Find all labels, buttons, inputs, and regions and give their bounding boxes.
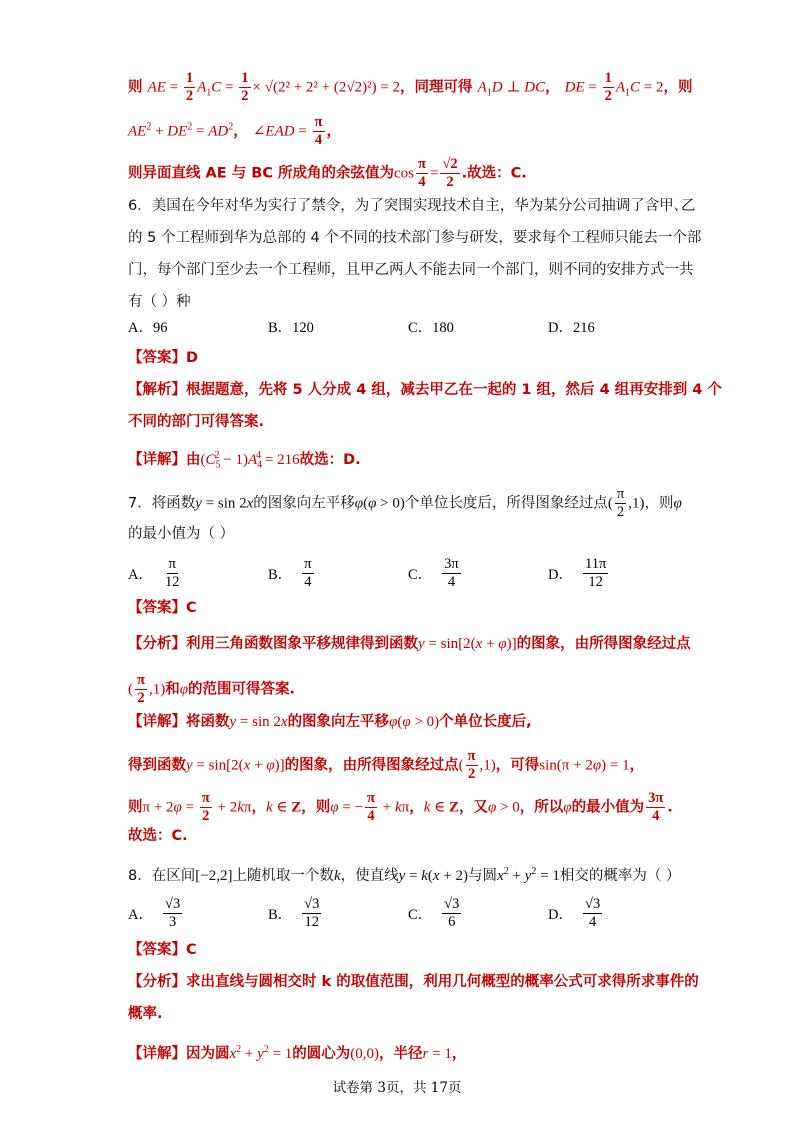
fraction-denominator: 4	[588, 914, 597, 930]
option-label: C．	[408, 907, 433, 923]
q7-option-d	[548, 556, 688, 591]
option-fraction	[163, 896, 182, 931]
q7-analysis-1: 【分析】利用三角函数图象平移规律得到函数y = sin[2(x + φ)]的图象，由所得图象经过点	[128, 636, 691, 652]
q6-analysis-2: 不同的部门可得答案.	[128, 414, 265, 430]
q8-option-a	[128, 896, 268, 931]
option-fraction	[302, 556, 313, 591]
fraction-denominator: 4	[447, 574, 456, 590]
fraction-numerator: π	[168, 556, 176, 572]
option-label: B．	[268, 907, 293, 923]
fraction-numerator: √3	[444, 896, 460, 912]
option-fraction	[442, 896, 461, 931]
option-label: D．	[548, 567, 573, 583]
q7-option-a	[128, 556, 268, 591]
fraction-denominator: 4	[304, 574, 312, 590]
fraction-numerator: 11π	[584, 556, 607, 572]
fraction-numerator: π	[304, 556, 312, 572]
q7-analysis-2: ( $\frac{\pi}{2}$ ,1)和φ的范围可得答案.	[128, 672, 296, 706]
q6-stem-4: 有（ ）种	[128, 294, 191, 310]
q6-stem-3: 门，每个部门至少去一个工程师，且甲乙两人不能去同一个部门，则不同的安排方式一共	[128, 262, 694, 278]
q6-stem-2: 的 5 个工程师到华为总部的 4 个不同的技术部门参与研发，要求每个工程师只能去一个部	[128, 230, 702, 246]
fraction-numerator: √3	[304, 896, 320, 912]
q7-detail-2: 得到函数y = sin[2(x + φ)]的图象，由所得图象经过点( $\frac{\pi}{2}$ ,1)，可得sin(π + 2φ) = 1，	[128, 748, 645, 782]
s5-line-2: $AE^2 + DE^2 = AD^2$， ∠EAD = $\frac{\pi}{4}$ ，	[128, 114, 341, 148]
q8-stem-1: 8．在区间[−2,2]上随机取一个数k，使直线y = k(x + 2)与圆$x^2 + y^2 = 1$相交的概率为（ ）	[128, 866, 681, 884]
option-label: D．	[548, 907, 573, 923]
q6-options	[128, 316, 688, 337]
option-fraction	[163, 556, 182, 591]
q6-option-c: C．180	[408, 320, 454, 336]
fraction-denominator: 12	[588, 574, 603, 590]
option-label: B．	[268, 567, 293, 583]
q8-option-b	[268, 896, 408, 931]
q8-detail: 【详解】因为圆$x^2 + y^2 = 1$的圆心为(0,0)，半径r = 1，	[128, 1044, 467, 1062]
q6-answer: 【答案】D	[128, 350, 199, 366]
q6-detail: 【详解】由$(C_5^2 - 1)A_4^4 = 216$故选：D.	[128, 450, 361, 471]
q7-detail-1: 【详解】将函数y = sin 2x的图象向左平移φ(φ > 0)个单位长度后,	[128, 714, 532, 730]
fraction-denominator: 3	[168, 914, 177, 930]
q6-stem-1: 6．美国在今年对华为实行了禁令，为了突围实现技术自主，华为某分公司抽调了含甲､乙	[128, 198, 696, 214]
option-label: C．	[408, 567, 433, 583]
s5-line-1: 则 AE = $\frac{1}{2}$ $A_1C$ = $\frac{1}{2}$ × √(2² + 2² + (2√2)²) = 2，同理可得 $A_1D$ ⊥ DC， DE = $\frac{1}{2}$ $A_1C = 2$，则	[128, 70, 693, 104]
page-footer: 试卷第 3页，共 17页	[332, 1080, 462, 1096]
q7-answer: 【答案】C	[128, 600, 197, 616]
q7-option-b	[268, 556, 408, 591]
q7-stem-1: 7．将函数y = sin 2x的图象向左平移φ(φ > 0)个单位长度后，所得图象经过点( $\frac{\pi}{2}$ ,1)，则φ	[128, 486, 682, 520]
q8-option-d	[548, 896, 688, 931]
q6-option-b: B．120	[268, 320, 314, 336]
option-fraction	[442, 556, 461, 591]
q8-option-c	[408, 896, 548, 931]
q8-analysis-2: 概率.	[128, 1006, 163, 1022]
fraction-denominator: 12	[164, 574, 180, 590]
q7-detail-3: 则π + 2φ = $\frac{\pi}{2}$ + 2kπ，k ∈ Z，则φ = − $\frac{\pi}{4}$ + kπ，k ∈ Z，又φ > 0，所以φ的最小值为 $\frac{3\pi}{4}$ .	[128, 790, 673, 824]
q6-option-d: D．216	[548, 320, 595, 336]
fraction-denominator: 12	[304, 914, 320, 930]
q7-conclusion: 故选：C.	[128, 828, 188, 844]
s5-line-3: 则异面直线 AE 与 BC 所成角的余弦值为cos $\frac{\pi}{4}$ = $\frac{√2}{2}$ .故选：C.	[128, 156, 527, 190]
q7-options	[128, 556, 688, 591]
option-label: A．	[128, 567, 153, 583]
fraction-numerator: √3	[584, 896, 601, 912]
fraction-numerator: 3π	[444, 556, 459, 572]
q7-stem-2: 的最小值为（ ）	[128, 526, 235, 542]
q6-option-a: A．96	[128, 320, 168, 336]
option-fraction	[583, 556, 608, 591]
fraction-denominator: 6	[448, 914, 456, 930]
q8-options	[128, 896, 688, 931]
option-fraction	[583, 896, 602, 931]
option-label: A．	[128, 907, 153, 923]
q7-option-c	[408, 556, 548, 591]
q8-answer: 【答案】C	[128, 942, 197, 958]
q6-analysis-1: 【解析】根据题意，先将 5 人分成 4 组，减去甲乙在一起的 1 组，然后 4 组再安排到 4 个	[128, 382, 722, 398]
fraction-numerator: √3	[164, 896, 181, 912]
option-fraction	[302, 896, 321, 931]
q8-analysis-1: 【分析】求出直线与圆相交时 k 的取值范围，利用几何概型的概率公式可求得所求事件的	[128, 974, 699, 990]
